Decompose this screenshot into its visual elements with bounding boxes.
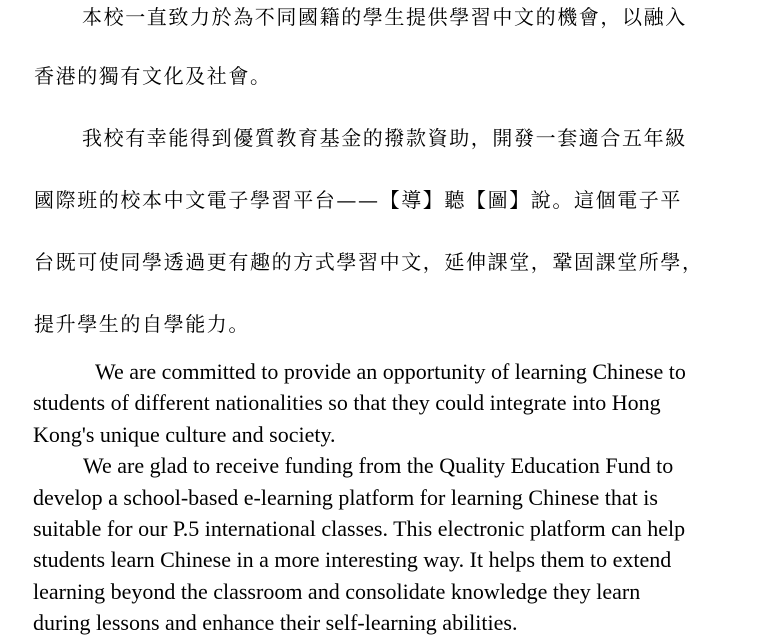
english-paragraph-2-line-4: students learn Chinese in a more interesting way. It helps them to extend bbox=[33, 547, 672, 573]
english-paragraph-2-line-1: We are glad to receive funding from the Quality Education Fund to bbox=[83, 453, 674, 479]
english-paragraph-2-line-3: suitable for our P.5 international classes. This electronic platform can help bbox=[33, 516, 686, 542]
english-paragraph-2-line-5: learning beyond the classroom and consolidate knowledge they learn bbox=[33, 578, 641, 604]
english-paragraph-1-line-3: Kong's unique culture and society. bbox=[33, 421, 336, 447]
english-paragraph-2-line-6: during lessons and enhance their self-learning abilities. bbox=[33, 610, 518, 636]
chinese-paragraph-1-line-1: 本校一直致力於為不同國籍的學生提供學習中文的機會，以融入 bbox=[82, 5, 687, 29]
chinese-paragraph-2-line-2: 國際班的校本中文電子學習平台——【導】聽【圖】說。這個電子平 bbox=[34, 188, 682, 212]
chinese-paragraph-2-line-4: 提升學生的自學能力。 bbox=[34, 312, 250, 336]
chinese-paragraph-1-line-2: 香港的獨有文化及社會。 bbox=[34, 64, 272, 88]
chinese-paragraph-2-line-3: 台既可使同學透過更有趣的方式學習中文，延伸課堂，鞏固課堂所學， bbox=[34, 250, 704, 274]
english-paragraph-1-line-2: students of different nationalities so that they could integrate into Hong bbox=[33, 390, 661, 416]
english-paragraph-2-line-2: develop a school-based e-learning platform for learning Chinese that is bbox=[33, 484, 658, 510]
english-section bbox=[33, 356, 773, 639]
chinese-paragraph-2-line-1: 我校有幸能得到優質教育基金的撥款資助，開發一套適合五年級 bbox=[82, 126, 687, 150]
english-paragraph-1-line-1: We are committed to provide an opportunity of learning Chinese to bbox=[95, 359, 686, 384]
